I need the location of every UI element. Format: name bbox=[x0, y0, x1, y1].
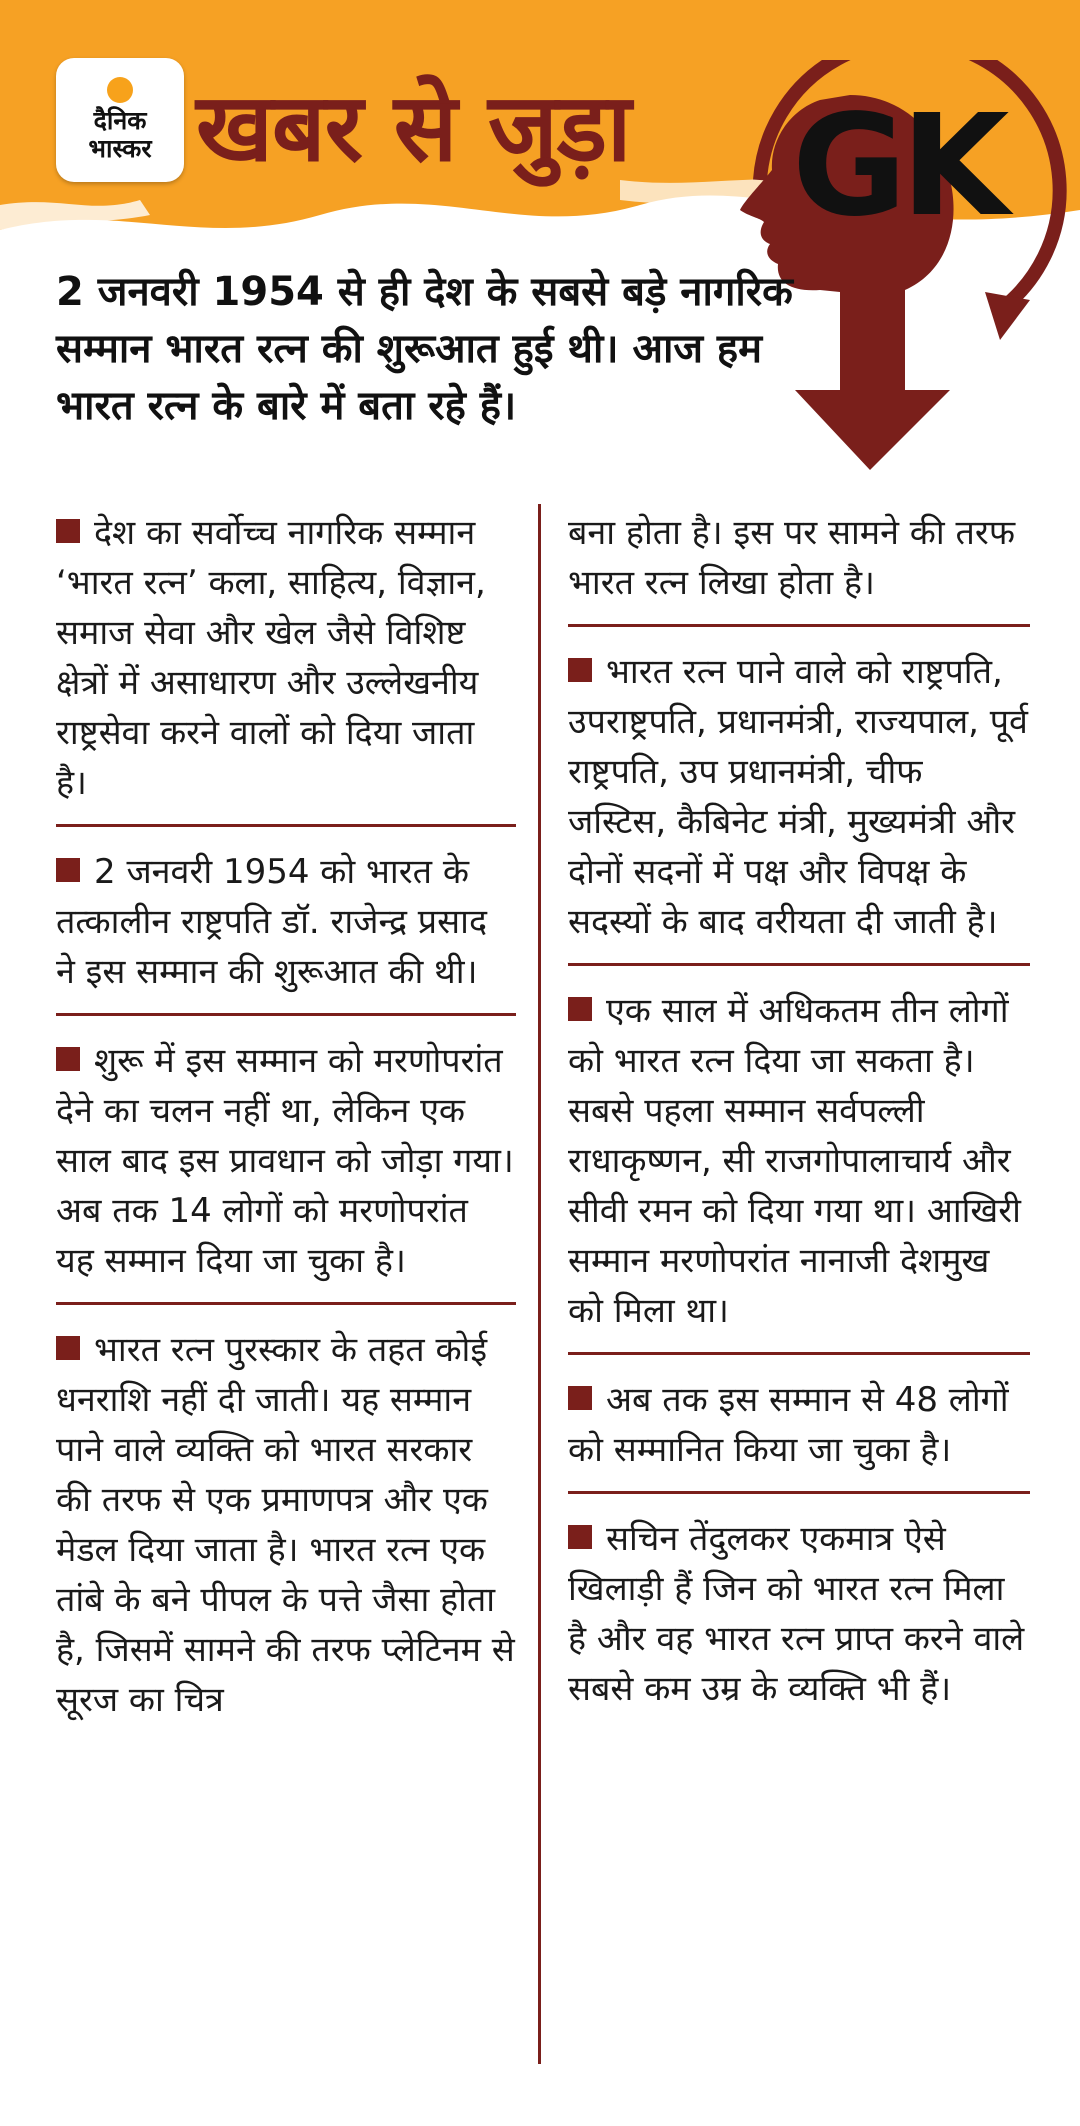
list-item bbox=[568, 1506, 1030, 1730]
bullet-square-icon bbox=[56, 519, 80, 543]
list-item bbox=[56, 839, 516, 1016]
list-item-text: 2 जनवरी 1954 को भारत के तत्कालीन राष्ट्रपति डॉ. राजेन्द्र प्रसाद ने इस सम्मान की शुरूआत की थी। bbox=[56, 852, 487, 992]
logo-sun-icon bbox=[107, 77, 133, 103]
bullet-square-icon bbox=[56, 858, 80, 882]
list-item-text: एक साल में अधिकतम तीन लोगों को भारत रत्न दिया जा सकता है। सबसे पहला सम्मान सर्वपल्ली राधाकृष्णन, सी राजगोपालाचार्य और सीवी रमन को दिया गया था। आखिरी सम्मान मरणोपरांत नानाजी देशमुख को मिला था। bbox=[568, 991, 1021, 1331]
right-column bbox=[568, 500, 1030, 1730]
dainik-bhaskar-logo bbox=[56, 58, 184, 182]
logo-line-2: भास्कर bbox=[88, 134, 152, 163]
list-item-text: सचिन तेंदुलकर एकमात्र ऐसे खिलाड़ी हैं जिन को भारत रत्न मिला है और वह भारत रत्न प्राप्त करने वाले सबसे कम उम्र के व्यक्ति भी हैं। bbox=[568, 1519, 1025, 1709]
list-item-text: शुरू में इस सम्मान को मरणोपरांत देने का चलन नहीं था, लेकिन एक साल बाद इस प्रावधान को जोड़ा गया। अब तक 14 लोगों को मरणोपरांत यह सम्मान दिया जा चुका है। bbox=[56, 1041, 514, 1281]
list-item bbox=[56, 500, 516, 827]
page-title: खबर से जुड़ा bbox=[196, 74, 631, 183]
list-item-text: देश का सर्वोच्च नागरिक सम्मान ‘भारत रत्न’ कला, साहित्य, विज्ञान, समाज सेवा और खेल जैसे विशिष्ट क्षेत्रों में असाधारण और उल्लेखनीय राष्ट्रसेवा करने वालों को दिया जाता है। bbox=[56, 513, 486, 803]
list-item-text: बना होता है। इस पर सामने की तरफ भारत रत्न लिखा होता है। bbox=[568, 513, 1016, 603]
bullet-square-icon bbox=[568, 997, 592, 1021]
gk-badge: GK bbox=[792, 85, 1004, 248]
bullet-square-icon bbox=[568, 658, 592, 682]
left-column bbox=[56, 500, 516, 1741]
bullet-square-icon bbox=[568, 1525, 592, 1549]
list-item bbox=[568, 1367, 1030, 1494]
bullet-square-icon bbox=[56, 1336, 80, 1360]
list-item-text: अब तक इस सम्मान से 48 लोगों को सम्मानित किया जा चुका है। bbox=[568, 1380, 1009, 1470]
intro-paragraph: 2 जनवरी 1954 से ही देश के सबसे बड़े नागरिक सम्मान भारत रत्न की शुरूआत हुई थी। आज हम भारत रत्न के बारे में बता रहे हैं। bbox=[56, 269, 793, 429]
list-item-text: भारत रत्न पाने वाले को राष्ट्रपति, उपराष्ट्रपति, प्रधानमंत्री, राज्यपाल, पूर्व राष्ट्रपति, उप प्रधानमंत्री, चीफ जस्टिस, कैबिनेट मंत्री, मुख्यमंत्री और दोनों सदनों में पक्ष और विपक्ष के सदस्यों के बाद वरीयता दी जाती है। bbox=[568, 652, 1028, 942]
logo-line-1: दैनिक bbox=[93, 106, 147, 135]
list-item bbox=[56, 1317, 516, 1741]
bullet-square-icon bbox=[568, 1386, 592, 1410]
list-item-text: भारत रत्न पुरस्कार के तहत कोई धनराशि नहीं दी जाती। यह सम्मान पाने वाले व्यक्ति को भारत सरकार की तरफ से एक प्रमाणपत्र और एक मेडल दिया जाता है। भारत रत्न एक तांबे के बने पीपल के पत्ते जैसा होता है, जिसमें सामने की तरफ प्लेटिनम से सूरज का चित्र bbox=[56, 1330, 515, 1720]
bullet-square-icon bbox=[56, 1047, 80, 1071]
column-divider bbox=[538, 504, 541, 2064]
list-item bbox=[568, 978, 1030, 1355]
list-item bbox=[56, 1028, 516, 1305]
list-item-continuation bbox=[568, 500, 1030, 627]
list-item bbox=[568, 639, 1030, 966]
